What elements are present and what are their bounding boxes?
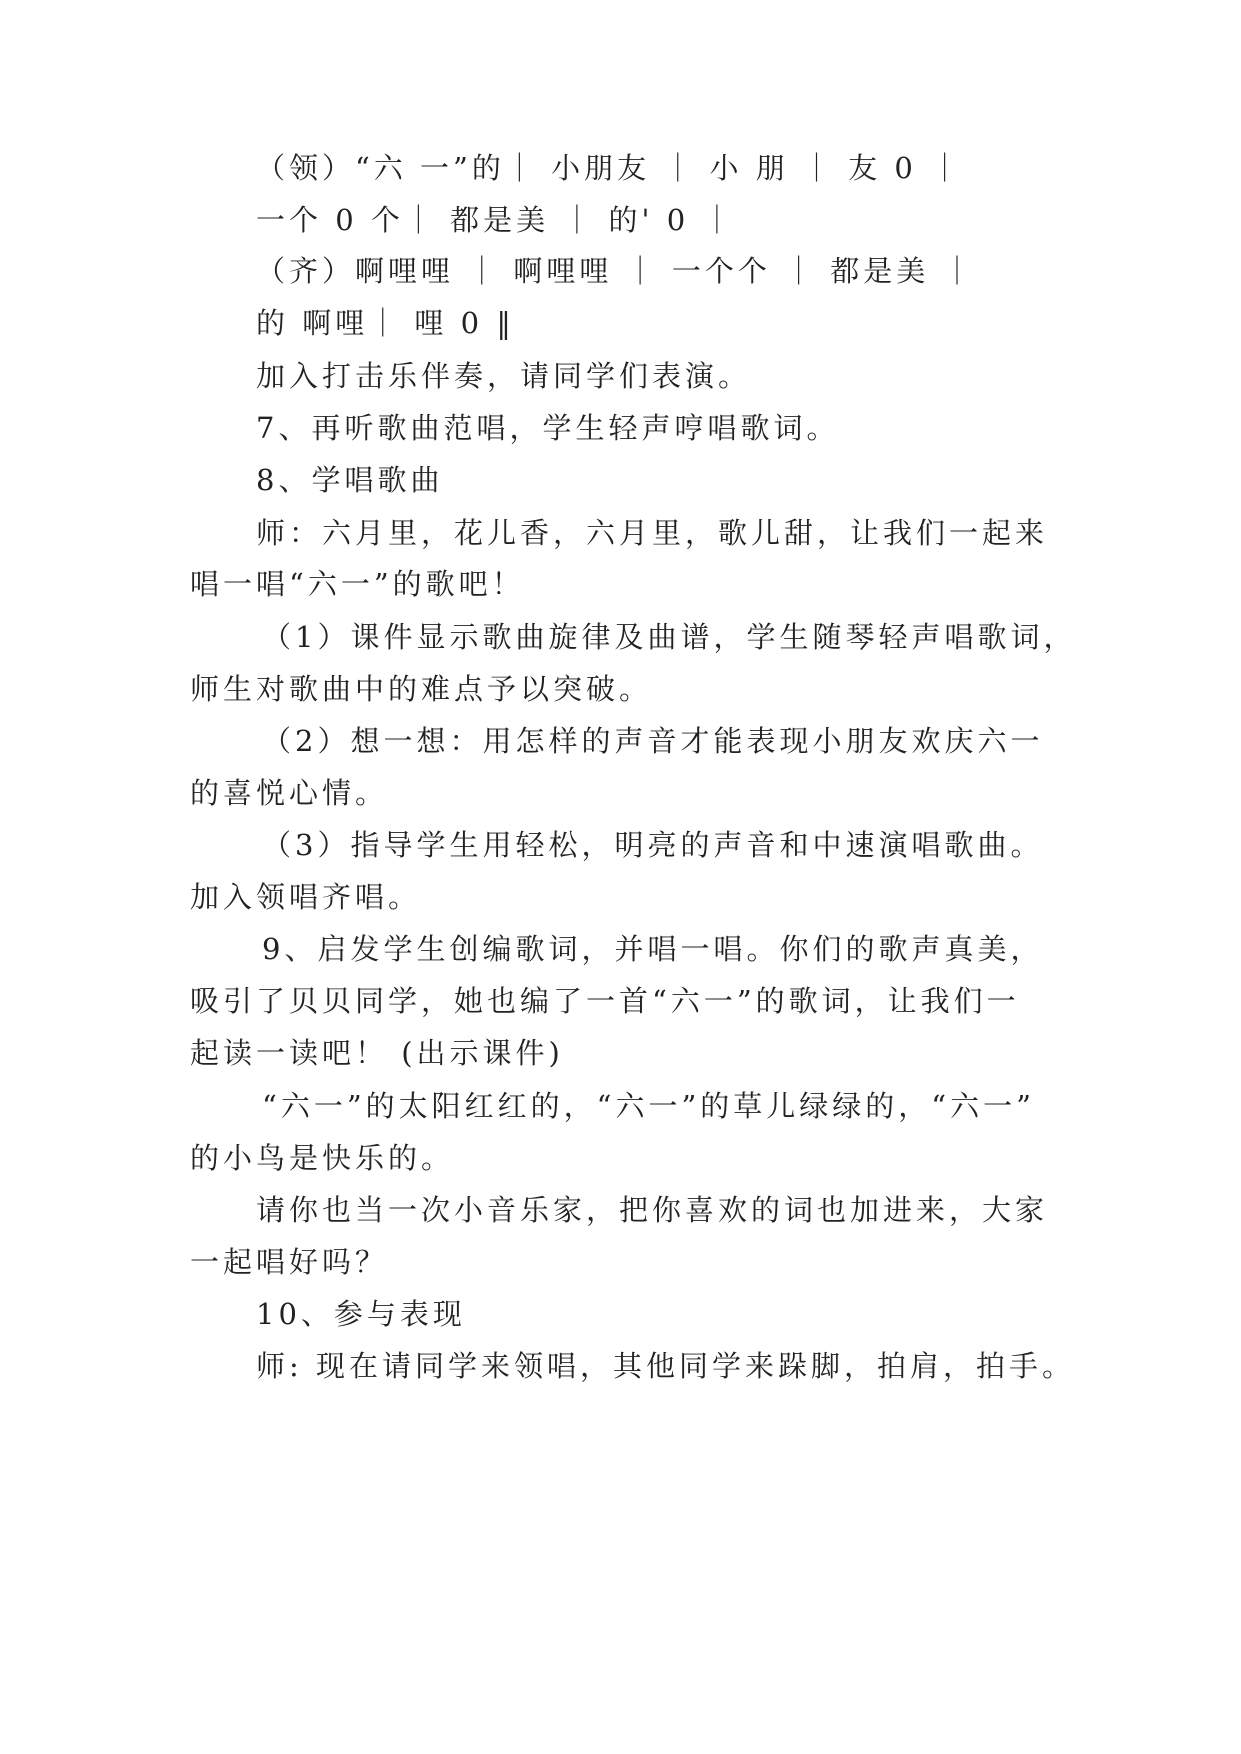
- step-9-line: 9、启发学生创编歌词，并唱一唱。你们的歌声真美，: [262, 932, 1044, 966]
- paragraph-line: 一起唱好吗？: [190, 1245, 389, 1279]
- paragraph-line: 请你也当一次小音乐家，把你喜欢的词也加进来，大家: [256, 1193, 1049, 1227]
- lyric-line: 的 啊哩｜ 哩 0 ‖: [256, 306, 515, 340]
- paragraph-line: 唱一唱“六一”的歌吧！: [190, 567, 525, 601]
- poem-line: “六一”的太阳红红的，“六一”的草儿绿绿的，“六一”: [262, 1089, 1035, 1123]
- sub-item-2-line: （2）想一想：用怎样的声音才能表现小朋友欢庆六一: [262, 724, 1044, 758]
- lyric-line-lead: （领）“六 一”的｜ 小朋友 ｜ 小 朋 ｜ 友 0 ｜: [256, 151, 964, 185]
- paragraph-line: 起读一读吧！ (出示课件): [190, 1036, 564, 1070]
- step-7-line: 7、再听歌曲范唱，学生轻声哼唱歌词。: [256, 411, 840, 445]
- paragraph-line: 师生对歌曲中的难点予以突破。: [190, 672, 653, 706]
- paragraph-line: 吸引了贝贝同学，她也编了一首“六一”的歌词，让我们一: [190, 984, 1020, 1018]
- sub-item-3-line: （3）指导学生用轻松，明亮的声音和中速演唱歌曲。: [262, 828, 1044, 862]
- step-10-heading: 10、参与表现: [256, 1297, 466, 1331]
- paragraph-line: 师：六月里，花儿香，六月里，歌儿甜，让我们一起来: [256, 516, 1049, 550]
- sub-item-1-line: （1）课件显示歌曲旋律及曲谱，学生随琴轻声唱歌词，: [262, 620, 1077, 654]
- poem-line: 的小鸟是快乐的。: [190, 1141, 455, 1175]
- paragraph-line: 加入打击乐伴奏，请同学们表演。: [256, 359, 752, 393]
- paragraph-line: 师: 现在请同学来领唱，其他同学来跺脚，拍肩，拍手。: [256, 1349, 1075, 1383]
- lyric-line-chorus: （齐）啊哩哩 ｜ 啊哩哩 ｜ 一个个 ｜ 都是美 ｜: [256, 254, 976, 288]
- paragraph-line: 加入领唱齐唱。: [190, 880, 422, 914]
- step-8-heading: 8、学唱歌曲: [256, 463, 444, 497]
- lyric-line: 一个 0 个｜ 都是美 ｜ 的' 0 ｜: [256, 203, 736, 237]
- paragraph-line: 的喜悦心情。: [190, 776, 389, 810]
